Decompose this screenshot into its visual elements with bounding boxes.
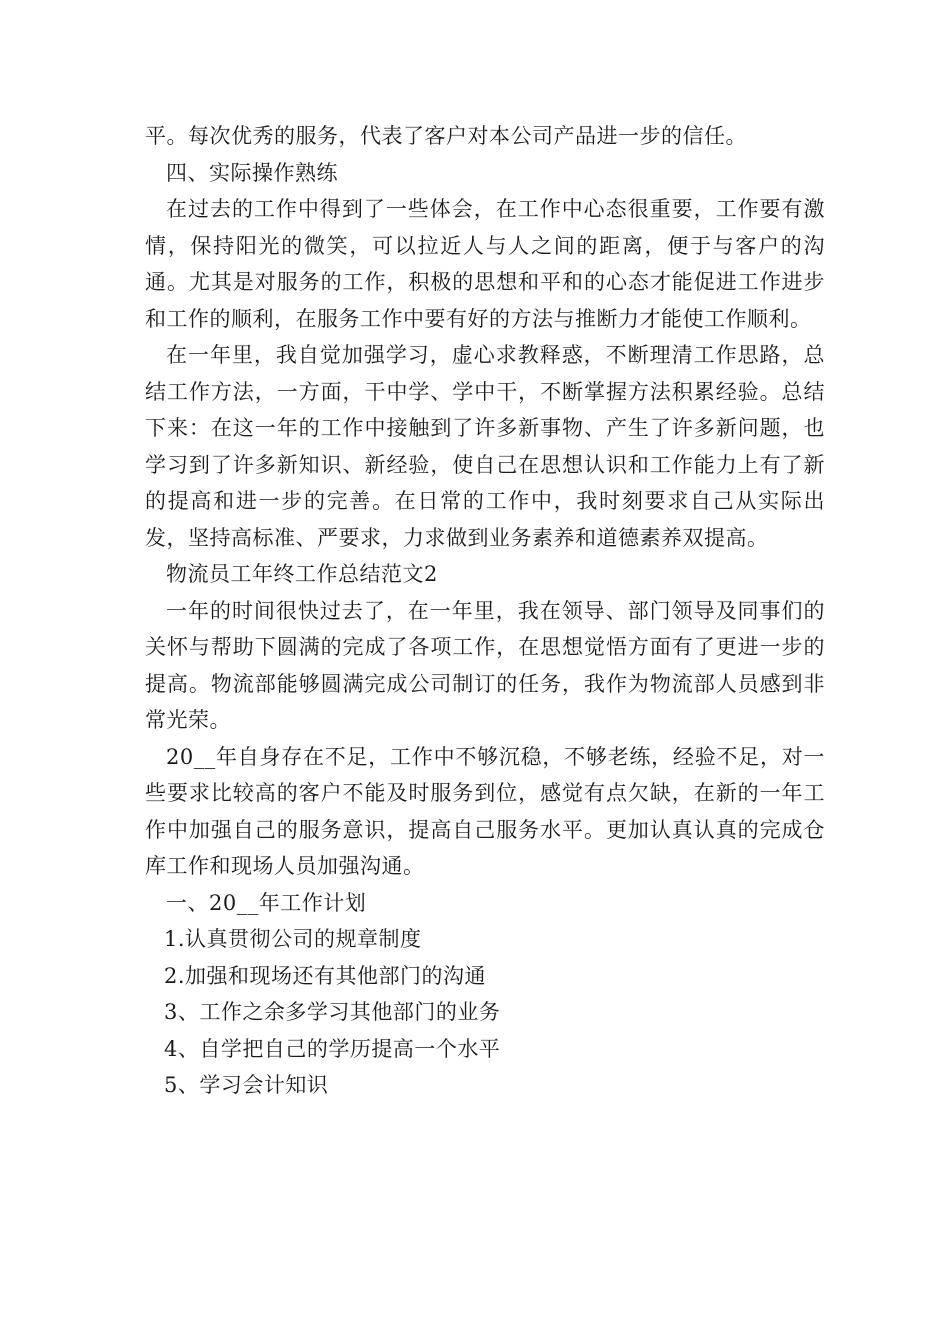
section-heading-practical-skills: 四、实际操作熟练	[166, 160, 338, 185]
list-item-1: 1.认真贯彻公司的规章制度	[164, 927, 422, 951]
paragraph-shortcomings: 20__年自身存在不足，工作中不够沉稳，不够老练，经验不足，对一些要求比较高的客户不能及时服务到位，感觉有点欠缺，在新的一年工作中加强自己的服务意识，提高自己服务水平。更加认真认真的完成仓库工作和现场人员加强沟通。	[145, 744, 825, 878]
paragraph-year-review: 一年的时间很快过去了，在一年里，我在领导、部门领导及同事们的关怀与帮助下圆满的完成了各项工作，在思想觉悟方面有了更进一步的提高。物流部能够圆满完成公司制订的任务，我作为物流部人员感到非常光荣。	[145, 598, 825, 732]
list-item-3: 3、工作之余多学习其他部门的业务	[164, 1000, 501, 1024]
section-heading-sample-2: 物流员工年终工作总结范文2	[166, 562, 438, 586]
section-heading-work-plan: 一、20__年工作计划	[166, 890, 367, 915]
list-item-2: 2.加强和现场还有其他部门的沟通	[164, 963, 487, 988]
document-body	[145, 118, 825, 1104]
paragraph-self-learning: 在一年里，我自觉加强学习，虚心求教释惑，不断理清工作思路，总结工作方法，一方面，干中学、学中干，不断掌握方法积累经验。总结下来：在这一年的工作中接触到了许多新事物、产生了许多新问题，也学习到了许多新知识、新经验，使自己在思想认识和工作能力上有了新的提高和进一步的完善。在日常的工作中，我时刻要求自己从实际出发，坚持高标准、严要求，力求做到业务素养和道德素养双提高。	[145, 343, 825, 550]
paragraph-continuation: 平。每次优秀的服务，代表了客户对本公司产品进一步的信任。	[145, 124, 747, 148]
paragraph-work-attitude: 在过去的工作中得到了一些体会，在工作中心态很重要，工作要有激情，保持阳光的微笑，可以拉近人与人之间的距离，便于与客户的沟通。尤其是对服务的工作，积极的思想和平和的心态才能促进工作进步和工作的顺利，在服务工作中要有好的方法与推断力才能使工作顺利。	[145, 197, 825, 331]
list-item-5: 5、学习会计知识	[164, 1073, 329, 1097]
list-item-4: 4、自学把自己的学历提高一个水平	[164, 1036, 501, 1061]
